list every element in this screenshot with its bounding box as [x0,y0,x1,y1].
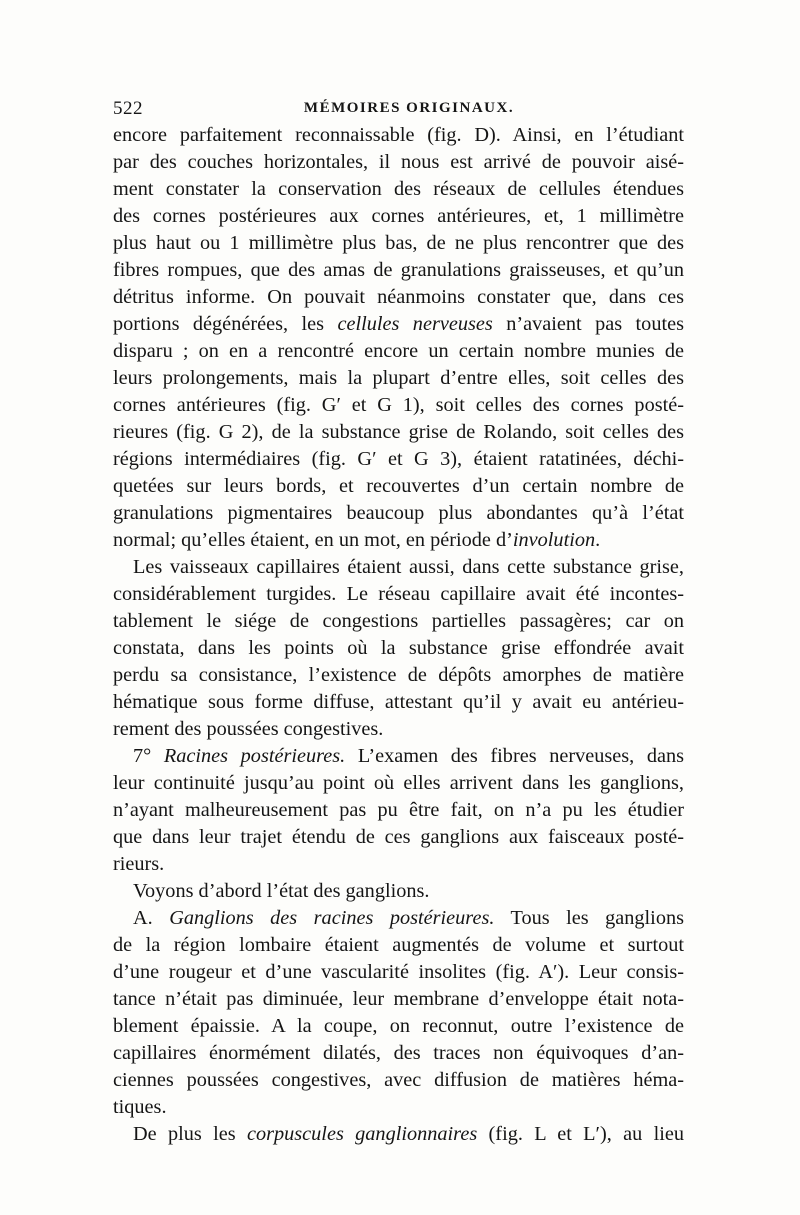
text-line [113,878,684,905]
text-line [113,176,684,203]
text-line [113,1013,684,1040]
text-segment: d’une rougeur et d’une vascularité insolites (fig. A′). Leur consis- [113,961,684,983]
text-segment: cornes antérieures (fig. G′ et G 1), soit celles des cornes posté- [113,394,684,416]
text-segment: n’avaient pas toutes [492,313,684,335]
text-segment: L’examen des fibres nerveuses, dans [345,745,685,767]
text-line [113,743,684,770]
text-line [113,851,684,878]
text-segment: normal; qu’elles étaient, en un mot, en période d’ [113,529,513,551]
text-line [113,770,684,797]
text-segment: granulations pigmentaires beaucoup plus abondantes qu’à l’état [113,502,684,524]
text-line [113,284,684,311]
text-line [113,365,684,392]
text-segment: rieures (fig. G 2), de la substance grise de Rolando, soit celles des [113,421,684,443]
text-segment: rieurs. [113,853,165,875]
text-segment: n’ayant malheureusement pas pu être fait, on n’a pu les étudier [113,799,684,821]
text-line [113,662,684,689]
text-segment: blement épaissie. A la coupe, on reconnut, outre l’existence de [113,1015,684,1037]
text-line [113,500,684,527]
text-segment: par des couches horizontales, il nous est arrivé de pouvoir aisé- [113,151,684,173]
text-line [113,932,684,959]
text-line [113,203,684,230]
text-segment: ment constater la conservation des réseaux de cellules étendues [113,178,684,200]
text-segment: De plus les [133,1123,247,1145]
text-line [113,635,684,662]
text-segment: perdu sa consistance, l’existence de dépôts amorphes de matière [113,664,684,686]
text-segment: Les vaisseaux capillaires étaient aussi, dans cette substance grise, [133,556,684,578]
text-segment: de la région lombaire étaient augmentés de volume et surtout [113,934,684,956]
text-line [113,527,684,554]
text-line [113,959,684,986]
text-line [113,689,684,716]
italic-text: cellules nerveuses [337,313,493,335]
text-segment: Voyons d’abord l’état des ganglions. [133,880,430,902]
italic-text: Racines postérieures. [163,745,346,767]
text-segment: encore parfaitement reconnaissable (fig. D). Ainsi, en l’étudiant [113,124,684,146]
text-segment: Tous les ganglions [494,907,684,929]
text-line [113,1094,684,1121]
page-header [113,98,685,122]
text-segment: portions dégénérées, les [113,313,338,335]
text-line [113,1040,684,1067]
text-segment: . [595,529,601,551]
text-segment: tiques. [113,1096,167,1118]
text-line [113,716,684,743]
text-line [113,824,684,851]
text-segment: 7° [133,745,164,767]
text-segment: des cornes postérieures aux cornes antérieures, et, 1 millimètre [113,205,684,227]
text-segment: détritus informe. On pouvait néanmoins constater que, dans ces [113,286,684,308]
text-line [113,149,684,176]
text-segment: A. [133,907,170,929]
text-line [113,797,684,824]
text-line [113,257,684,284]
text-segment: disparu ; on en a rencontré encore un certain nombre munies de [113,340,684,362]
text-segment: quetées sur leurs bords, et recouvertes d’un certain nombre de [113,475,684,497]
text-line [113,986,684,1013]
text-line [113,608,684,635]
text-line [113,473,684,500]
text-line [113,1121,684,1148]
text-segment: leur continuité jusqu’au point où elles arrivent dans les ganglions, [113,772,684,794]
text-segment: plus haut ou 1 millimètre plus bas, de ne plus rencontrer que des [113,232,684,254]
text-line [113,392,684,419]
text-segment: tablement le siége de congestions partielles passagères; car on [113,610,684,632]
running-head: MÉMOIRES ORIGINAUX. [303,100,515,116]
text-segment: que dans leur trajet étendu de ces ganglions aux faisceaux posté- [113,826,684,848]
text-segment: leurs prolongements, mais la plupart d’entre elles, soit celles des [113,367,684,389]
text-line [113,311,684,338]
text-segment: constata, dans les points où la substance grise effondrée avait [113,637,684,659]
italic-text: involution [512,529,596,551]
text-segment: capillaires énormément dilatés, des traces non équivoques d’an- [113,1042,684,1064]
text-line [113,554,684,581]
text-line [113,419,684,446]
text-line [113,581,684,608]
italic-text: Ganglions des racines postérieures. [169,907,495,929]
text-line [113,446,684,473]
text-segment: régions intermédiaires (fig. G′ et G 3), étaient ratatinées, déchi- [113,448,684,470]
body-text [113,122,684,1148]
text-segment: ciennes poussées congestives, avec diffusion de matières héma- [113,1069,684,1091]
text-segment: rement des poussées congestives. [113,718,384,740]
text-line [113,338,684,365]
text-line [113,905,684,932]
text-line [113,122,684,149]
text-segment: considérablement turgides. Le réseau capillaire avait été incontes- [113,583,684,605]
text-line [113,1067,684,1094]
text-segment: hématique sous forme diffuse, attestant qu’il y avait eu antérieu- [113,691,684,713]
text-segment: (fig. L et L′), au lieu [477,1123,684,1145]
text-segment: tance n’était pas diminuée, leur membrane d’enveloppe était nota- [113,988,684,1010]
italic-text: corpuscules ganglionnaires [246,1123,478,1145]
text-segment: fibres rompues, que des amas de granulations graisseuses, et qu’un [113,259,684,281]
text-line [113,230,684,257]
page-number: 522 [113,98,143,119]
